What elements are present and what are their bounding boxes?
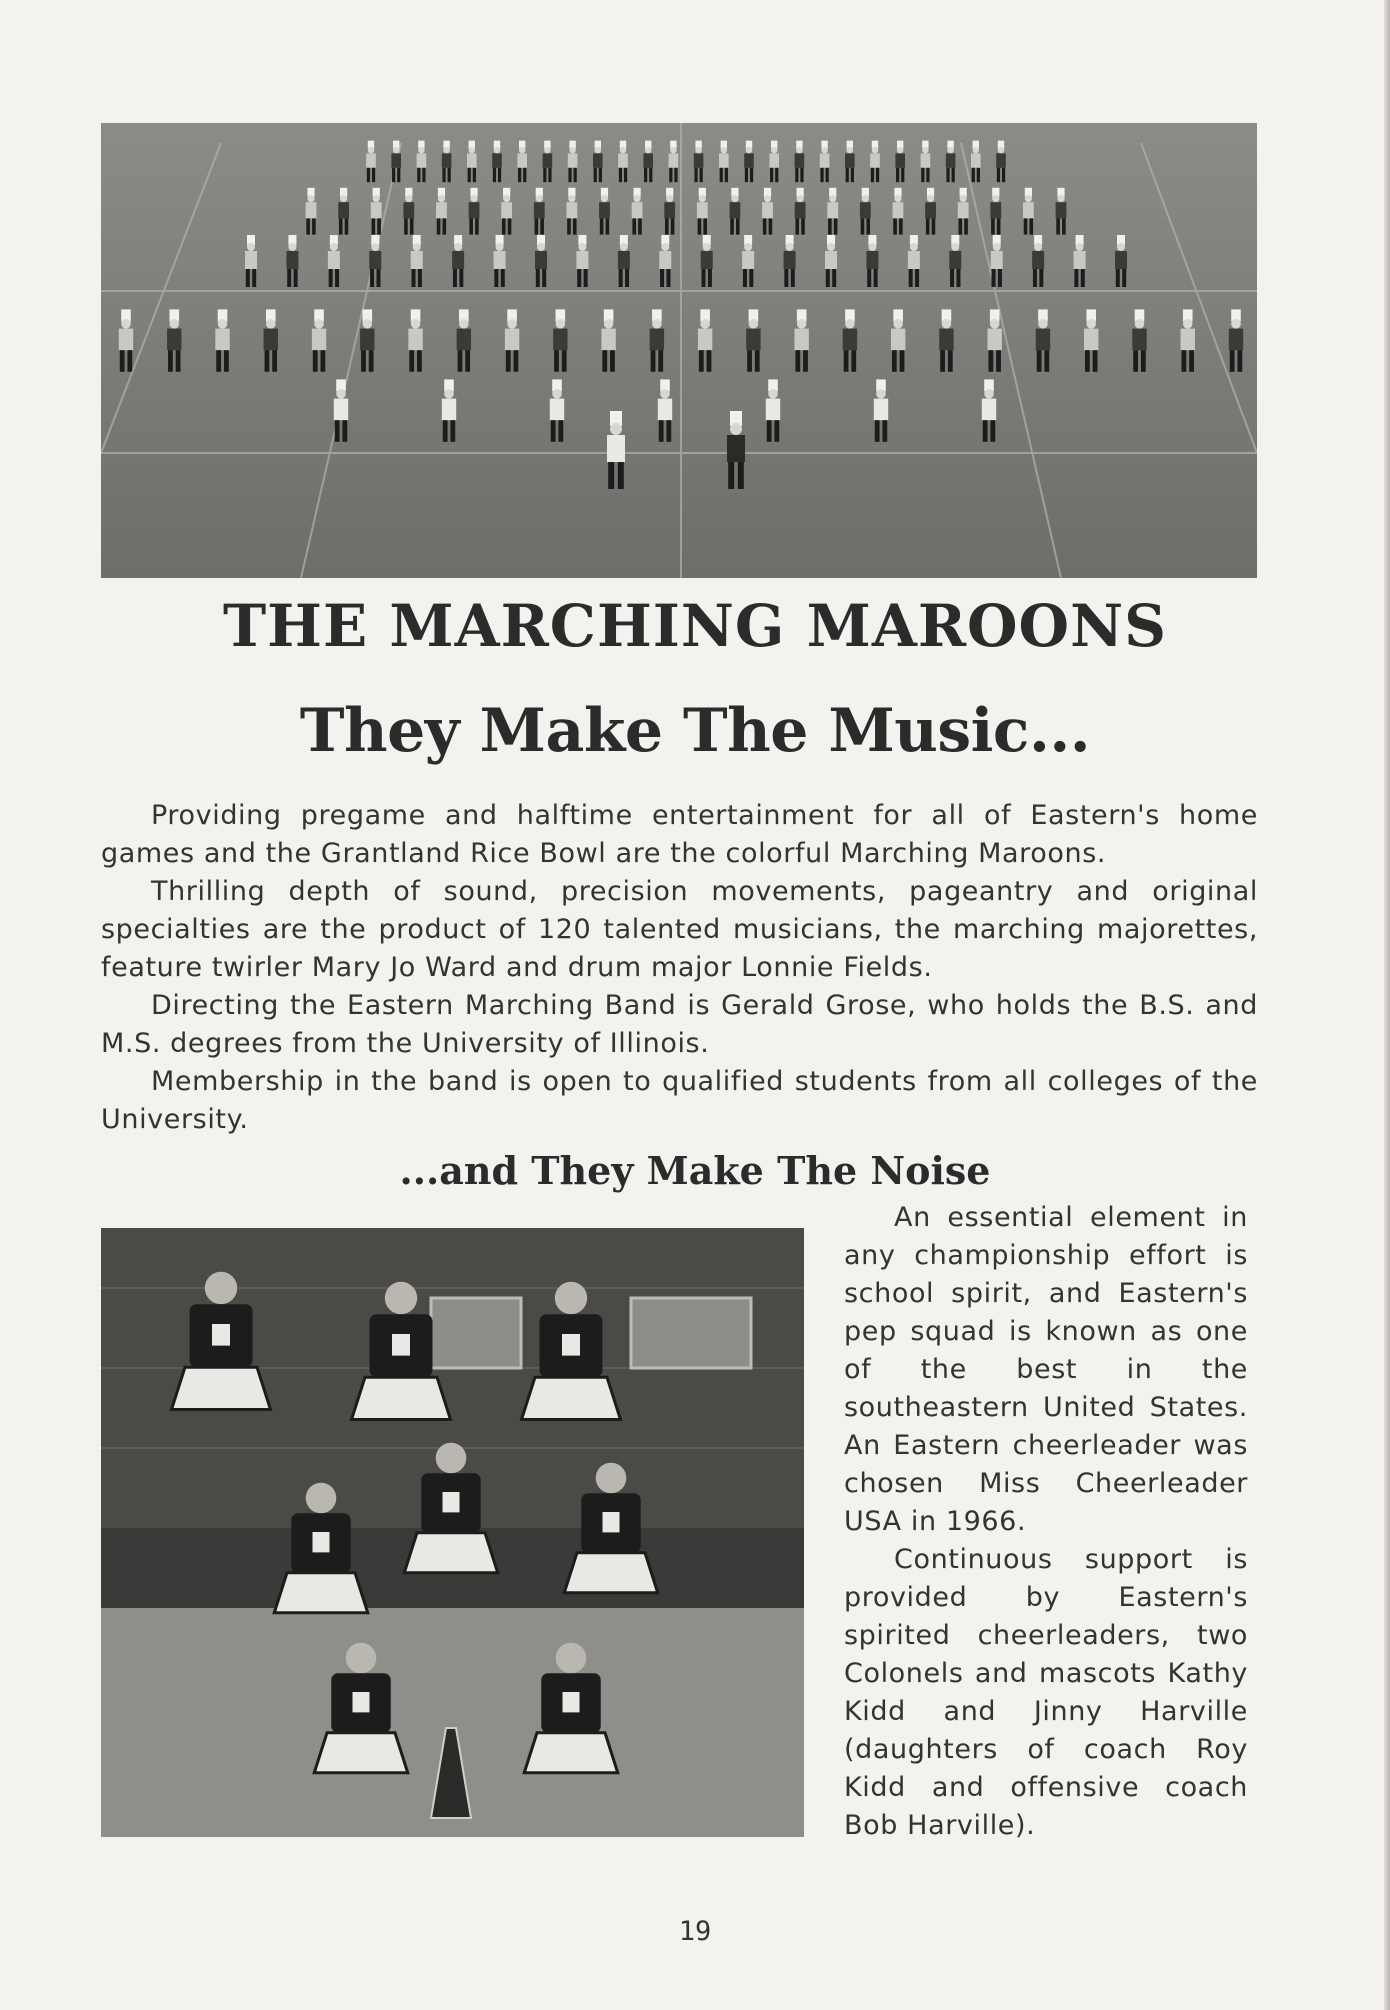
band-paragraph: Providing pregame and halftime entertainment for all of Eastern's home games and the Grantland Rice Bowl are the colorful Marching Maroons. bbox=[101, 800, 1258, 869]
cheerleaders-illustration bbox=[101, 1228, 804, 1837]
marching-band-illustration bbox=[101, 123, 1257, 578]
band-paragraph: Directing the Eastern Marching Band is Gerald Grose, who holds the B.S. and M.S. degrees from the University of Illinois. bbox=[101, 990, 1258, 1059]
cheerleaders-photo bbox=[101, 1228, 804, 1837]
noise-subtitle: ...and They Make The Noise bbox=[399, 1148, 991, 1193]
cheer-paragraph: Continuous support is provided by Eastern's spirited cheerleaders, two Colonels and mascots Kathy Kidd and Jinny Harville (daughters of coach Roy Kidd and offensive coach Bob Harville). bbox=[844, 1544, 1248, 1841]
band-article bbox=[101, 797, 1258, 1139]
band-paragraph: Thrilling depth of sound, precision movements, pageantry and original specialties are the product of 120 talented musicians, the marching majorettes, feature twirler Mary Jo Ward and drum major Lonnie Fields. bbox=[101, 876, 1258, 983]
music-subtitle: They Make The Music... bbox=[299, 696, 1091, 766]
cheer-paragraph: An essential element in any championship effort is school spirit, and Eastern's pep squad is known as one of the best in the southeastern United States. An Eastern cheerleader was chosen Miss Cheerleader USA in 1966. bbox=[844, 1202, 1248, 1537]
page-title: THE MARCHING MAROONS bbox=[223, 592, 1167, 660]
band-paragraph: Membership in the band is open to qualified students from all colleges of the University. bbox=[101, 1066, 1258, 1135]
cheer-article bbox=[844, 1199, 1248, 1845]
marching-band-photo bbox=[101, 123, 1257, 578]
page-edge bbox=[1384, 0, 1390, 2010]
page-number: 19 bbox=[678, 1916, 712, 1947]
